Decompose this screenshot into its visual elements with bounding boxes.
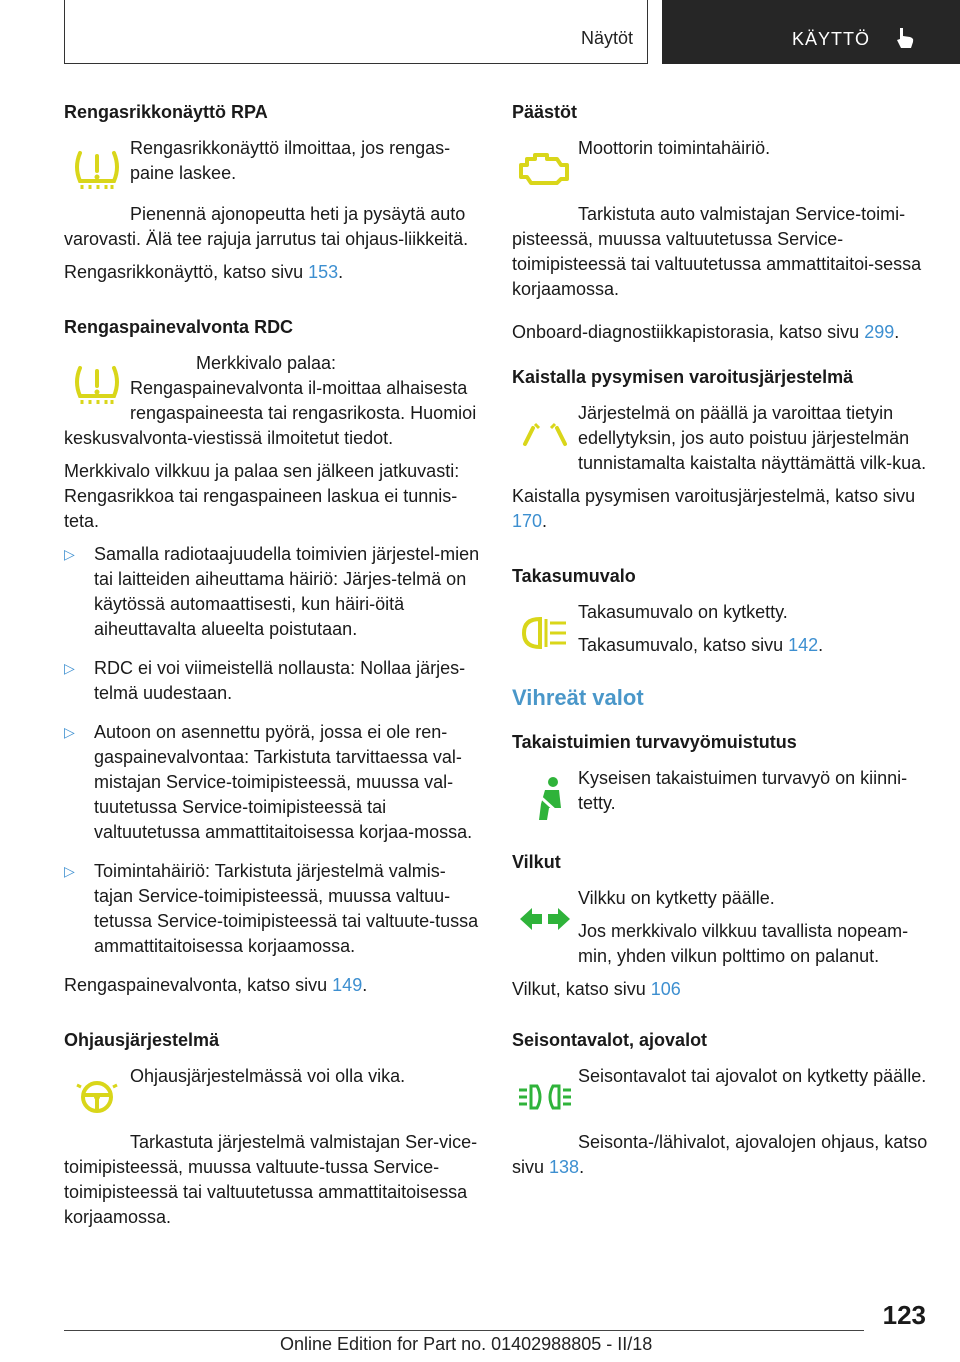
parking-ref-link[interactable]: 138 (549, 1157, 580, 1177)
fog-ref-link[interactable]: 142 (788, 635, 819, 655)
header-section-box (662, 0, 960, 64)
steering-p1: Ohjausjärjestelmässä voi olla vika. (130, 1066, 406, 1086)
triangle-bullet-icon: ▷ (64, 863, 75, 879)
indicator-p1: Vilkku on kytketty päälle. (578, 888, 775, 908)
parking-block (512, 1064, 928, 1089)
list-item (64, 542, 480, 642)
lane-departure-icon (512, 401, 578, 467)
tire-pressure-icon (64, 351, 130, 417)
parking-p1: Seisontavalot tai ajovalot on kytketty päälle. (578, 1066, 927, 1086)
rpa-ref-text: Rengasrikkonäyttö, katso sivu (64, 262, 309, 282)
indicator-p2: Jos merkkivalo vilkkuu tavallista nopeam-min, yhden vilkun polttimo on palanut. (578, 921, 909, 966)
section-title: KÄYTTÖ (792, 29, 871, 49)
emissions-block (512, 136, 928, 161)
chapter-title: Näytöt (580, 28, 633, 48)
seatbelt-p1: Kyseisen takaistuimen turvavyö on kiinni-tetty. (578, 768, 908, 813)
indicator-ref (512, 977, 928, 1002)
rdc-title: Rengaspainevalvonta RDC (64, 317, 294, 337)
parking-ref-end: . (579, 1157, 585, 1177)
lane-title: Kaistalla pysymisen varoitusjärjestelmä (512, 367, 854, 387)
seatbelt-block (512, 766, 928, 832)
list-item (64, 720, 480, 845)
emissions-ref-text: Onboard-diagnostiikkapistorasia, katso sivu (512, 322, 865, 342)
list-item (64, 656, 480, 706)
edition-text: Online Edition for Part no. 01402988805 - II/18 (280, 1334, 653, 1354)
triangle-bullet-icon: ▷ (64, 546, 75, 562)
lane-ref-text: Kaistalla pysymisen varoitusjärjestelmä, katso sivu (512, 486, 916, 506)
lane-p1: Järjestelmä on päällä ja varoittaa tietyin edellytyksin, jos auto poistuu järjestelmän tunnistamalta kaistalta näyttämättä vilk-kua. (578, 403, 927, 473)
fog-ref-end: . (818, 635, 824, 655)
emissions-ref-end: . (894, 322, 900, 342)
lane-ref (512, 484, 928, 534)
fog-p1: Takasumuvalo on kytketty. (578, 602, 788, 622)
indicator-ref-text: Vilkut, katso sivu (512, 979, 651, 999)
indicator-ref-link[interactable]: 106 (650, 979, 681, 999)
rpa-p2: Pienennä ajonopeutta heti ja pysäytä auto varovasti. Älä tee rajuja jarrutus tai ohjaus-liikkeitä. (64, 204, 469, 249)
rdc-p2: Merkkivalo vilkkuu ja palaa sen jälkeen jatkuvasti: Rengasrikkoa tai rengaspaineen laskua ei tunnis-teta. (64, 461, 460, 531)
rpa-ref-end: . (338, 262, 344, 282)
rpa-block (64, 136, 480, 186)
emissions-p2: Tarkistuta auto valmistajan Service-toimi-pisteessä, muussa valtuutetussa Service-toimipisteessä tai valtuutetussa ammattitaitoi-sessa korjaamossa. (512, 204, 922, 299)
lane-ref-link[interactable]: 170 (512, 511, 543, 531)
indicator-block (512, 886, 928, 969)
rpa-p1: Rengasrikkonäyttö ilmoittaa, jos rengas-paine laskee. (130, 138, 451, 183)
emissions-ref (512, 320, 928, 345)
bullet-text: Autoon on asennettu pyörä, jossa ei ole ren-gaspainevalvontaa: Tarkistuta tarvittaessa val-mistajan Service-toimipisteessä, muussa val-tuutetussa Service-toimipisteessä tai valtuutetussa ammattitaitoisessa korjaa-mossa. (94, 722, 473, 842)
rpa-ref (64, 260, 480, 285)
steering-wheel-warning-icon (64, 1064, 130, 1130)
steering-p2: Tarkastuta järjestelmä valmistajan Ser-vice-toimipisteessä, muussa valtuute-tussa Service-toimipisteessä tai valtuutetussa ammattitaitoisessa korjaamossa. (64, 1132, 478, 1227)
triangle-bullet-icon: ▷ (64, 660, 75, 676)
header-chapter-box (64, 0, 648, 64)
rdc-ref-end: . (362, 975, 368, 995)
seatbelt-title: Takaistuimien turvavyömuistutus (512, 732, 797, 752)
fog-title: Takasumuvalo (512, 566, 636, 586)
fog-ref (578, 633, 928, 658)
rpa-title: Rengasrikkonäyttö RPA (64, 102, 268, 122)
fog-ref-text: Takasumuvalo, katso sivu (578, 635, 789, 655)
list-item (64, 859, 480, 959)
parking-ref-text: Seisonta-/lähivalot, ajovalojen ohjaus, katso sivu (512, 1132, 928, 1177)
parking-title: Seisontavalot, ajovalot (512, 1030, 708, 1050)
rpa-ref-link[interactable]: 153 (308, 262, 339, 282)
rdc-bullet-list (64, 542, 480, 959)
rdc-ref-link[interactable]: 149 (332, 975, 363, 995)
bullet-text: Toimintahäiriö: Tarkistuta järjestelmä valmis-tajan Service-toimipisteessä, muussa valtuu-tetussa Service-toimipisteessä tai valtuute-tussa ammattitaitoisessa korjaamossa. (94, 861, 479, 956)
rdc-p1: Merkkivalo palaa: Rengaspainevalvonta il-moittaa alhaisesta rengaspaineesta tai rengasrikosta. Huomioi keskusvalvonta-viestissä ilmoitetut tiedot. (64, 353, 477, 448)
bullet-text: RDC ei voi viimeistellä nollausta: Nollaa järjes-telmä uudestaan. (94, 658, 466, 703)
fog-block (512, 600, 928, 666)
parking-ref (512, 1130, 928, 1180)
indicator-title: Vilkut (512, 852, 561, 872)
turn-indicator-icon (512, 886, 578, 952)
lane-ref-end: . (542, 511, 548, 531)
triangle-bullet-icon: ▷ (64, 724, 75, 740)
steering-block (64, 1064, 480, 1089)
rear-fog-light-icon (512, 600, 578, 666)
emissions-p1: Moottorin toimintahäiriö. (578, 138, 771, 158)
parking-light-icon (512, 1064, 578, 1130)
page-number: 123 (882, 1300, 926, 1330)
lane-block (512, 401, 928, 476)
engine-icon (512, 136, 578, 202)
emissions-title: Päästöt (512, 102, 578, 122)
green-lights-heading: Vihreät valot (512, 685, 644, 710)
rdc-ref (64, 973, 480, 998)
footer-divider (64, 1330, 864, 1331)
seatbelt-icon (512, 766, 578, 832)
steering-title: Ohjausjärjestelmä (64, 1030, 220, 1050)
tire-pressure-icon (64, 136, 130, 202)
emissions-ref-link[interactable]: 299 (864, 322, 895, 342)
hand-pointer-icon (894, 26, 916, 55)
bullet-text: Samalla radiotaajuudella toimivien järjestel-mien tai laitteiden aiheuttama häiriö: Järjes-telmä on käytössä automaattisesti, kun häiri-öitä aiheuttavalta alueelta poistutaan. (94, 544, 480, 639)
rdc-ref-text: Rengaspainevalvonta, katso sivu (64, 975, 333, 995)
right-column (512, 100, 928, 1188)
left-column (64, 100, 480, 1238)
